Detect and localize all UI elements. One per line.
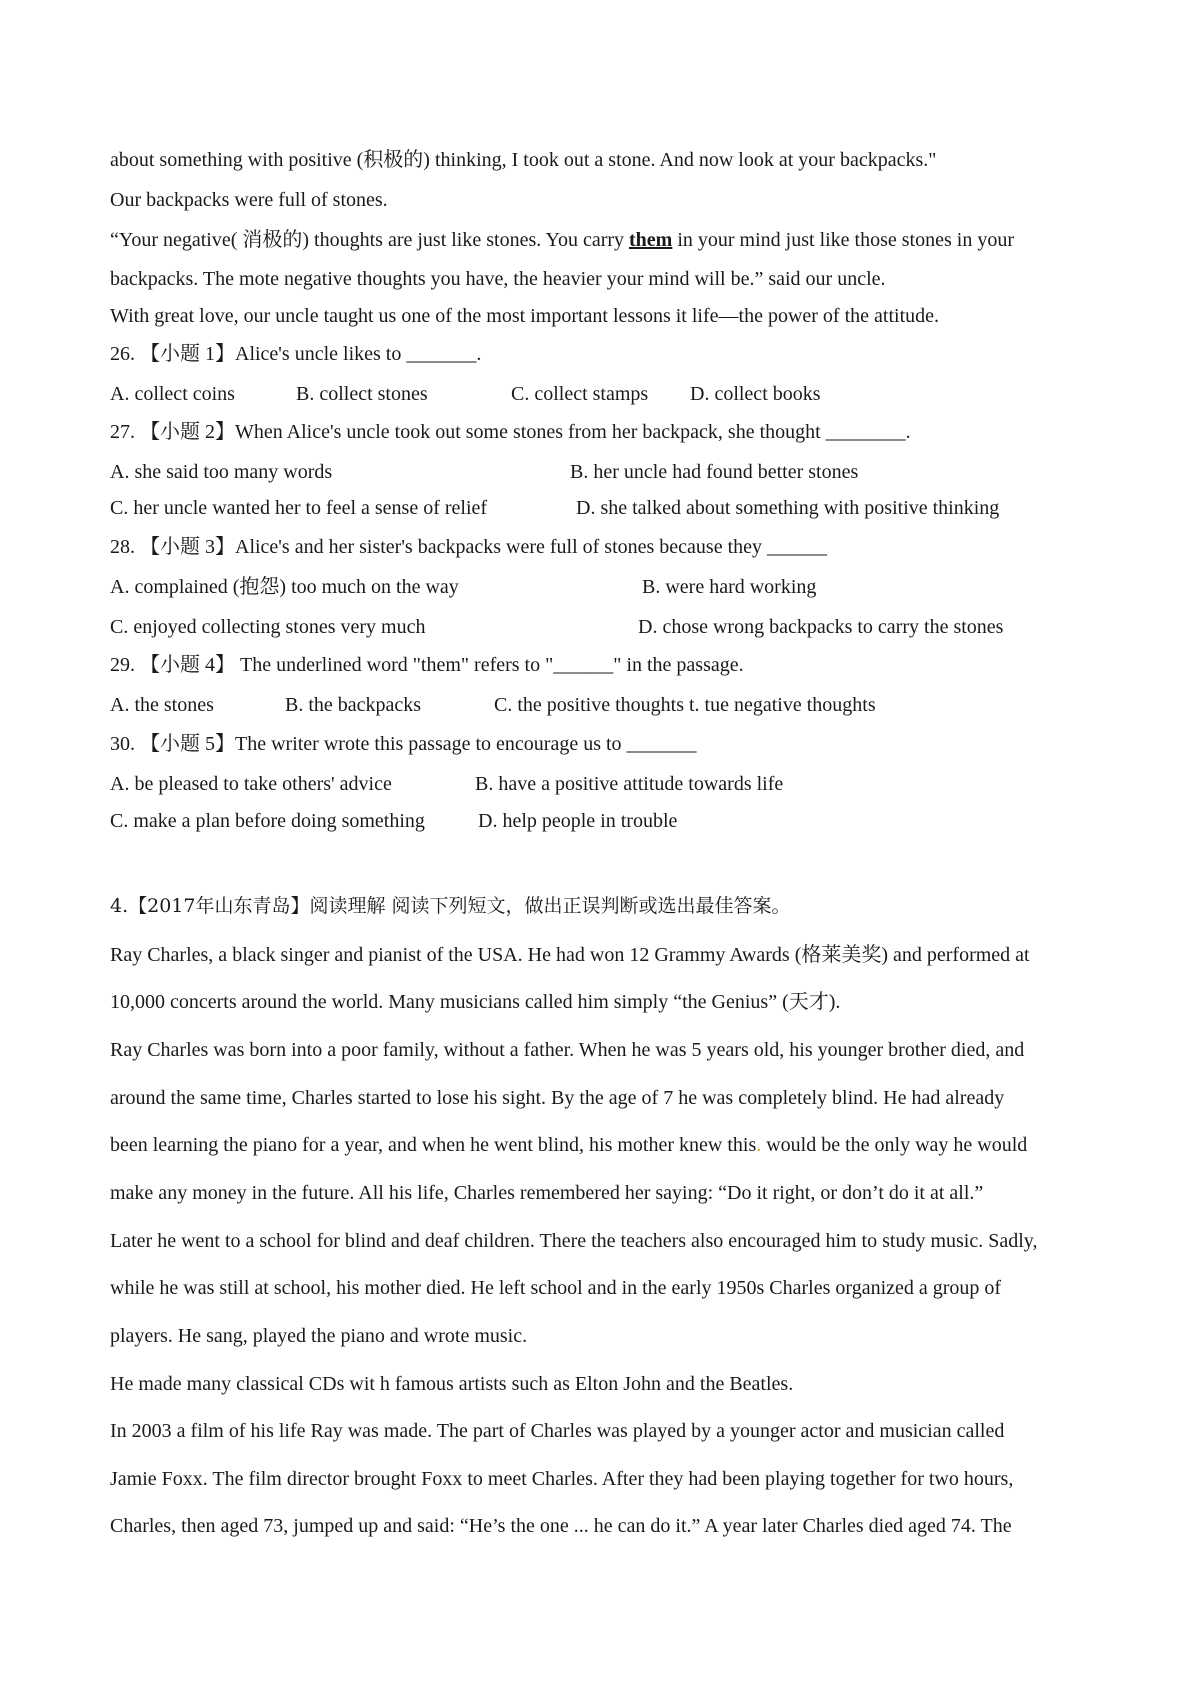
passage-line-2: Our backpacks were full of stones.: [110, 189, 388, 211]
passage-line-1: about something with positive (积极的) thinking, I took out a stone. And now look at your backpacks.": [110, 149, 937, 171]
section-4-line-13: Charles, then aged 73, jumped up and said: “He’s the one ... he can do it.” A year later Charles died aged 74. The: [110, 1515, 1012, 1537]
question-29-option-a: A. the stones: [110, 694, 214, 716]
question-30-stem: 30. 【小题 5】The writer wrote this passage to encourage us to _______: [110, 733, 697, 755]
question-27-option-d: D. she talked about something with positive thinking: [576, 497, 1000, 519]
passage-line-3-end: in your mind just like those stones in your: [672, 229, 1014, 251]
question-28-option-c: C. enjoyed collecting stones very much: [110, 616, 426, 638]
question-26-option-b: B. collect stones: [296, 383, 428, 405]
question-29-option-b: B. the backpacks: [285, 694, 422, 716]
question-30-option-a: A. be pleased to take others' advice: [110, 773, 392, 795]
section-4-line-5-end: would be the only way he would: [761, 1134, 1028, 1156]
question-30-option-b: B. have a positive attitude towards life: [475, 773, 784, 795]
question-28-option-d: D. chose wrong backpacks to carry the stones: [638, 616, 1004, 638]
section-4-line-8: while he was still at school, his mother died. He left school and in the early 1950s Charles organized a group of: [110, 1277, 1002, 1299]
question-26-option-d: D. collect books: [690, 383, 821, 405]
section-4-heading: 4.【2017年山东青岛】阅读理解 阅读下列短文，做出正误判断或选出最佳答案。: [110, 895, 791, 917]
section-4-line-10: He made many classical CDs wit h famous artists such as Elton John and the Beatles.: [110, 1373, 794, 1395]
question-30-option-d: D. help people in trouble: [478, 810, 678, 832]
passage-line-3-start: “Your negative( 消极的) thoughts are just like stones. You carry: [110, 229, 630, 251]
underlined-word-them: them: [629, 229, 673, 251]
question-28-option-a: A. complained (抱怨) too much on the way: [110, 576, 459, 598]
question-26-option-a: A. collect coins: [110, 383, 235, 405]
question-26-option-c: C. collect stamps: [511, 383, 649, 405]
section-4-line-4: around the same time, Charles started to lose his sight. By the age of 7 he was completely blind. He had already: [110, 1087, 1005, 1109]
section-4-line-5: [110, 1133, 1027, 1157]
section-4-line-12: Jamie Foxx. The film director brought Foxx to meet Charles. After they had been playing together for two hours,: [110, 1468, 1014, 1490]
section-4-line-9: players. He sang, played the piano and wrote music.: [110, 1325, 528, 1347]
passage-line-5: With great love, our uncle taught us one of the most important lessons it life—the power of the attitude.: [110, 305, 940, 327]
question-26-stem: 26. 【小题 1】Alice's uncle likes to _______.: [110, 343, 482, 365]
question-28-stem: 28. 【小题 3】Alice's and her sister's backpacks were full of stones because they ______: [110, 536, 828, 558]
question-27-option-b: B. her uncle had found better stones: [570, 461, 859, 483]
question-27-option-c: C. her uncle wanted her to feel a sense of relief: [110, 497, 488, 519]
stray-mark: .: [756, 1134, 762, 1156]
question-27-option-a: A. she said too many words: [110, 461, 333, 483]
question-29-option-c: C. the positive thoughts t. tue negative thoughts: [494, 694, 876, 716]
question-28-option-b: B. were hard working: [642, 576, 817, 598]
question-30-option-c: C. make a plan before doing something: [110, 810, 425, 832]
section-4-line-5-start: been learning the piano for a year, and when he went blind, his mother knew this: [110, 1134, 757, 1156]
passage-line-3: [110, 228, 1014, 252]
section-4-line-2: 10,000 concerts around the world. Many musicians called him simply “the Genius” (天才).: [110, 991, 841, 1013]
section-4-line-3: Ray Charles was born into a poor family, without a father. When he was 5 years old, his younger brother died, and: [110, 1039, 1025, 1061]
question-29-stem: 29. 【小题 4】 The underlined word "them" refers to "______" in the passage.: [110, 654, 744, 676]
section-4-line-11: In 2003 a film of his life Ray was made. The part of Charles was played by a younger actor and musician called: [110, 1420, 1005, 1442]
question-27-stem: 27. 【小题 2】When Alice's uncle took out some stones from her backpack, she thought ________.: [110, 421, 911, 443]
section-4-line-1: Ray Charles, a black singer and pianist of the USA. He had won 12 Grammy Awards (格莱美奖) and performed at: [110, 944, 1030, 966]
passage-line-4: backpacks. The mote negative thoughts you have, the heavier your mind will be.” said our uncle.: [110, 268, 886, 290]
section-4-line-7: Later he went to a school for blind and deaf children. There the teachers also encouraged him to study music. Sadly,: [110, 1230, 1038, 1252]
section-4-line-6: make any money in the future. All his life, Charles remembered her saying: “Do it right, or don’t do it at all.”: [110, 1182, 984, 1204]
